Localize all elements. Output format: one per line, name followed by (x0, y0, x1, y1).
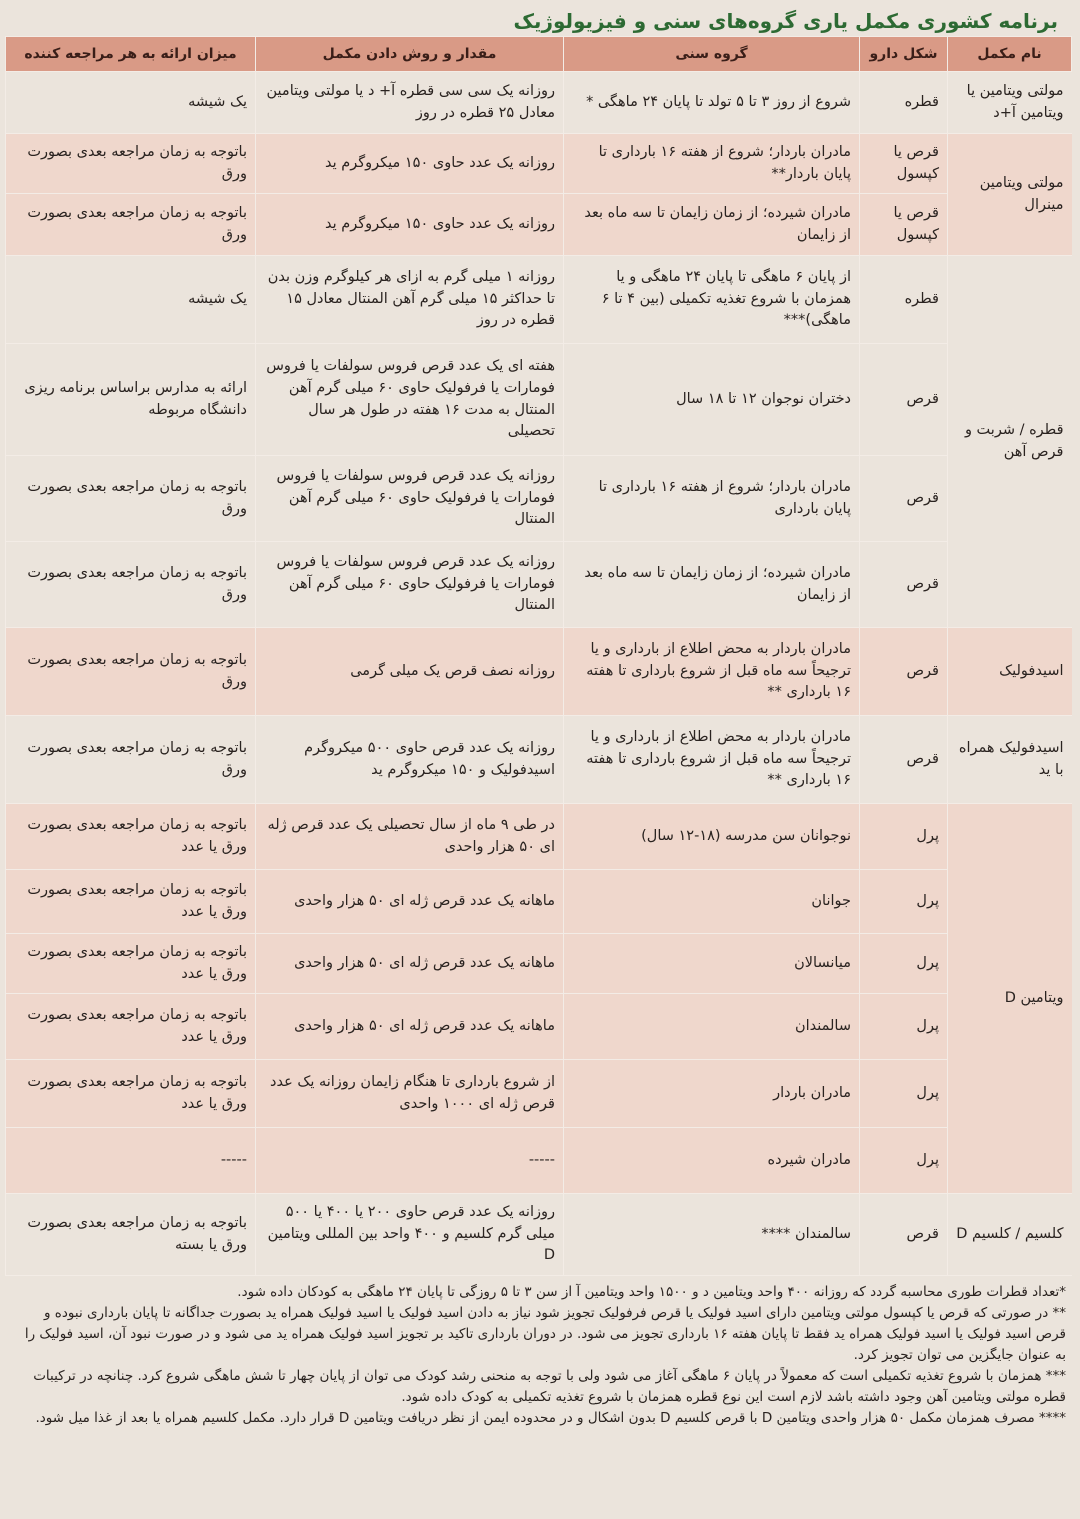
amount-per-visit: یک شیشه (6, 72, 256, 134)
age-group: دختران نوجوان ۱۲ تا ۱۸ سال (564, 344, 860, 456)
supplement-name: ویتامین D (948, 804, 1072, 1194)
drug-form: قرص (860, 1194, 948, 1276)
dose-method: روزانه یک عدد قرص حاوی ۲۰۰ یا ۴۰۰ یا ۵۰۰ میلی گرم کلسیم و ۴۰۰ واحد بین المللی ویتامین D (256, 1194, 564, 1276)
amount-per-visit: باتوجه به زمان مراجعه بعدی بصورت ورق (6, 716, 256, 804)
amount-per-visit: باتوجه به زمان مراجعه بعدی بصورت ورق یا عدد (6, 994, 256, 1060)
table-row (6, 1194, 1072, 1276)
dose-method: روزانه یک عدد قرص فروس سولفات یا فروس فومارات یا فرفولیک حاوی ۶۰ میلی گرم آهن المنتال (256, 456, 564, 542)
table-header (6, 37, 1072, 72)
dose-method: روزانه یک سی سی قطره آ+ د یا مولتی ویتامین معادل ۲۵ قطره در روز (256, 72, 564, 134)
dose-method: روزانه ۱ میلی گرم به ازای هر کیلوگرم وزن بدن تا حداکثر ۱۵ میلی گرم آهن المنتال معادل ۱۵ قطره در روز (256, 256, 564, 344)
dose-method: ماهانه یک عدد قرص ژله ای ۵۰ هزار واحدی (256, 870, 564, 934)
amount-per-visit: باتوجه به زمان مراجعه بعدی بصورت ورق (6, 134, 256, 194)
drug-form: قرص (860, 716, 948, 804)
amount-per-visit: باتوجه به زمان مراجعه بعدی بصورت ورق (6, 628, 256, 716)
table-row (6, 934, 1072, 994)
table-row (6, 1060, 1072, 1128)
footnote: ** در صورتی که قرص یا کپسول مولتی ویتامین دارای اسید فولیک یا قرص فرفولیک تجویز شود نیاز به دادن اسید فولیک یا اسید فولیک همراه ید بصورت جداگانه تا پایان بارداری نبوده و قرص اسید فولیک یا اسید فولیک همراه ید فقط تا پایان هفته ۱۶ بارداری تجویز می شود. در دوران بارداری تاکید بر تجویز اسید فولیک همراه ید می شود و در صورت نبود آن، اسید فولیک را به عنوان جایگزین می توان تجویز کرد. (24, 1305, 1066, 1363)
table-row (6, 716, 1072, 804)
supplement-name: اسیدفولیک (948, 628, 1072, 716)
drug-form: قرص یا کپسول (860, 194, 948, 256)
supplement-name: اسیدفولیک همراه با ید (948, 716, 1072, 804)
dose-method: روزانه یک عدد قرص حاوی ۵۰۰ میکروگرم اسیدفولیک و ۱۵۰ میکروگرم ید (256, 716, 564, 804)
header-supplement: نام مکمل (948, 37, 1072, 72)
table-row (6, 1128, 1072, 1194)
table-row (6, 542, 1072, 628)
dose-method: هفته ای یک عدد قرص فروس سولفات یا فروس فومارات یا فرفولیک حاوی ۶۰ میلی گرم آهن المنتال به مدت ۱۶ هفته در طول هر سال تحصیلی (256, 344, 564, 456)
drug-form: قطره (860, 72, 948, 134)
table-row (6, 628, 1072, 716)
dose-method: ماهانه یک عدد قرص ژله ای ۵۰ هزار واحدی (256, 934, 564, 994)
footnote: *تعداد قطرات طوری محاسبه گردد که روزانه ۴۰۰ واحد ویتامین د و ۱۵۰۰ واحد ویتامین آ از سن ۳ تا ۵ روزگی تا پایان ۲۴ ماهگی به کودکان داده شود. (237, 1284, 1066, 1300)
age-group: شروع از روز ۳ تا ۵ تولد تا پایان ۲۴ ماهگی * (564, 72, 860, 134)
amount-per-visit: ارائه به مدارس براساس برنامه ریزی دانشگاه مربوطه (6, 344, 256, 456)
amount-per-visit: باتوجه به زمان مراجعه بعدی بصورت ورق یا عدد (6, 1060, 256, 1128)
table-row (6, 194, 1072, 256)
supplement-name: قطره / شربت و قرص آهن (948, 256, 1072, 628)
drug-form: پرل (860, 934, 948, 994)
drug-form: پرل (860, 870, 948, 934)
age-group: مادران باردار؛ شروع از هفته ۱۶ بارداری تا پایان باردار** (564, 134, 860, 194)
dose-method: روزانه نصف قرص یک میلی گرمی (256, 628, 564, 716)
age-group: مادران باردار به محض اطلاع از بارداری و یا ترجیحاً سه ماه قبل از شروع بارداری تا هفته ۱۶ بارداری ** (564, 716, 860, 804)
table-row (6, 456, 1072, 542)
age-group: مادران باردار به محض اطلاع از بارداری و یا ترجیحاً سه ماه قبل از شروع بارداری تا هفته ۱۶ بارداری ** (564, 628, 860, 716)
drug-form: قطره (860, 256, 948, 344)
footnotes (6, 1276, 1072, 1429)
age-group: مادران باردار؛ شروع از هفته ۱۶ بارداری تا پایان بارداری (564, 456, 860, 542)
supplement-table (5, 36, 1072, 1276)
age-group: سالمندان **** (564, 1194, 860, 1276)
page-title: برنامه کشوری مکمل یاری گروه‌های سنی و فیزیولوژیک (513, 9, 1058, 33)
age-group: میانسالان (564, 934, 860, 994)
footnote: *** همزمان با شروع تغذیه تکمیلی است که معمولاً در پایان ۶ ماهگی آغاز می شود ولی با توجه به منحنی رشد کودک می توان از پایان چهار تا شش ماهگی شروع کرد. چنانچه در ترکیبات قطره مولتی ویتامین آهن وجود داشته باشد لازم است این نوع قطره همزمان با شروع تغذیه تکمیلی به کودک داده شود. (33, 1368, 1066, 1405)
dose-method: در طی ۹ ماه از سال تحصیلی یک عدد قرص ژله ای ۵۰ هزار واحدی (256, 804, 564, 870)
dose-method: ماهانه یک عدد قرص ژله ای ۵۰ هزار واحدی (256, 994, 564, 1060)
dose-method: روزانه یک عدد حاوی ۱۵۰ میکروگرم ید (256, 134, 564, 194)
age-group: مادران شیرده؛ از زمان زایمان تا سه ماه بعد از زایمان (564, 194, 860, 256)
header-form: شکل دارو (860, 37, 948, 72)
supplement-name: مولتی ویتامین یا ویتامین آ+د (948, 72, 1072, 134)
age-group: جوانان (564, 870, 860, 934)
drug-form: پرل (860, 1060, 948, 1128)
table-row (6, 134, 1072, 194)
table-row (6, 870, 1072, 934)
drug-form: قرص (860, 456, 948, 542)
dose-method: از شروع بارداری تا هنگام زایمان روزانه یک عدد قرص ژله ای ۱۰۰۰ واحدی (256, 1060, 564, 1128)
drug-form: قرص (860, 542, 948, 628)
age-group: مادران باردار (564, 1060, 860, 1128)
amount-per-visit: باتوجه به زمان مراجعه بعدی بصورت ورق (6, 542, 256, 628)
table-row (6, 994, 1072, 1060)
drug-form: قرص (860, 628, 948, 716)
age-group: سالمندان (564, 994, 860, 1060)
dose-method: روزانه یک عدد حاوی ۱۵۰ میکروگرم ید (256, 194, 564, 256)
supplement-name: کلسیم / کلسیم D (948, 1194, 1072, 1276)
amount-per-visit: باتوجه به زمان مراجعه بعدی بصورت ورق (6, 456, 256, 542)
header-group: گروه سنی (564, 37, 860, 72)
table-row (6, 344, 1072, 456)
amount-per-visit: باتوجه به زمان مراجعه بعدی بصورت ورق یا بسته (6, 1194, 256, 1276)
drug-form: پرل (860, 804, 948, 870)
amount-per-visit: باتوجه به زمان مراجعه بعدی بصورت ورق یا عدد (6, 870, 256, 934)
header-amount: میزان ارائه به هر مراجعه کننده (6, 37, 256, 72)
age-group: نوجوانان سن مدرسه (۱۸-۱۲ سال) (564, 804, 860, 870)
drug-form: قرص یا کپسول (860, 134, 948, 194)
drug-form: قرص (860, 344, 948, 456)
footnote: **** مصرف همزمان مکمل ۵۰ هزار واحدی ویتامین D با قرص کلسیم D بدون اشکال و در محدوده ایمن از نظر دریافت ویتامین D قرار دارد. مکمل کلسیم همراه یا بعد از غذا میل شود. (35, 1410, 1066, 1426)
age-group: از پایان ۶ ماهگی تا پایان ۲۴ ماهگی و یا همزمان با شروع تغذیه تکمیلی (بین ۴ تا ۶ ماهگی)*** (564, 256, 860, 344)
amount-per-visit: باتوجه به زمان مراجعه بعدی بصورت ورق (6, 194, 256, 256)
age-group: مادران شیرده (564, 1128, 860, 1194)
table-row (6, 804, 1072, 870)
age-group: مادران شیرده؛ از زمان زایمان تا سه ماه بعد از زایمان (564, 542, 860, 628)
header-dose: مقدار و روش دادن مکمل (256, 37, 564, 72)
dose-method: روزانه یک عدد قرص فروس سولفات یا فروس فومارات یا فرفولیک حاوی ۶۰ میلی گرم آهن المنتال (256, 542, 564, 628)
amount-per-visit: ----- (6, 1128, 256, 1194)
supplement-name: مولتی ویتامین مینرال (948, 134, 1072, 256)
drug-form: پرل (860, 994, 948, 1060)
amount-per-visit: یک شیشه (6, 256, 256, 344)
amount-per-visit: باتوجه به زمان مراجعه بعدی بصورت ورق یا عدد (6, 804, 256, 870)
table-row (6, 256, 1072, 344)
drug-form: پرل (860, 1128, 948, 1194)
amount-per-visit: باتوجه به زمان مراجعه بعدی بصورت ورق یا عدد (6, 934, 256, 994)
dose-method: ----- (256, 1128, 564, 1194)
table-row (6, 72, 1072, 134)
